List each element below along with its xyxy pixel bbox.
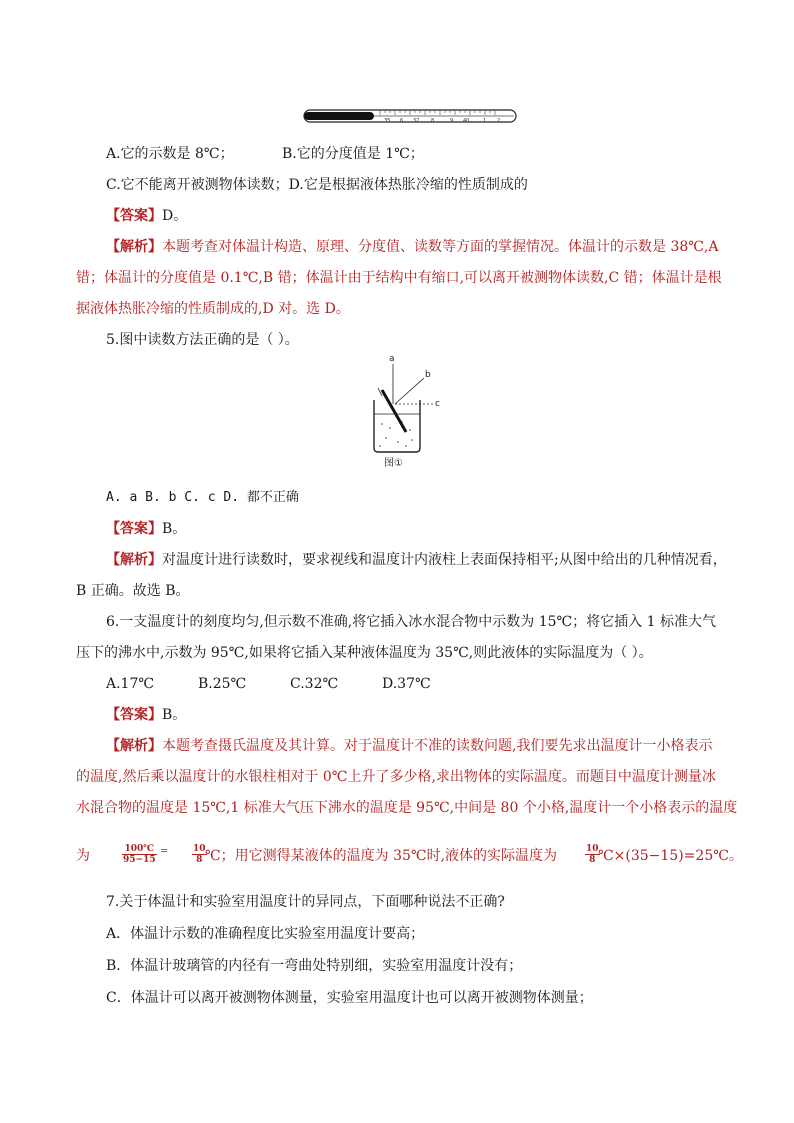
fraction-100-over-80 [122,844,157,865]
answer-value: B。 [162,707,187,723]
thermometer-bulb-stem [304,112,374,120]
analysis-text: 本题考查对体温计构造、原理、分度值、读数等方面的掌握情况。体温计的示数是 38℃,A [162,239,719,255]
analysis-label: 【解析】 [106,738,162,754]
thermometer-tick-label: 1 [483,118,487,124]
q6-analysis-result: ℃×(35−15)=25℃。 [598,848,743,864]
fraction-denominator: 95−15 [123,855,156,865]
thermometer-in-beaker [382,390,406,432]
q4-option-cd: C.它不能离开被测物体读数；D.它是根据液体热胀冷缩的性质制成的 [106,177,528,193]
thermometer-tick-label: 6 [400,118,404,124]
thermometer-tick-label: 35 [384,118,391,124]
view-label-a: a [389,354,395,364]
view-label-c: c [435,399,440,409]
q6-analysis-prefix: 为 [76,848,90,864]
view-label-b: b [425,370,431,380]
fraction-numerator: 10 [586,844,599,854]
figure-caption: 图① [384,458,403,469]
q5-question: 5.图中读数方法正确的是（ ）。 [106,332,299,348]
thermometer-tick-label: 9 [450,118,454,124]
thermometer-tick-label: 8 [431,118,435,124]
analysis-text: 本题考查摄氏温度及其计算。对于温度计不准的读数问题,我们要先求出温度计一小格表示 [162,738,713,754]
q4-answer [106,206,187,226]
q7-option-a: A．体温计示数的准确程度比实验室用温度计要高； [106,926,425,942]
q7-option-b: B．体温计玻璃管的内径有一弯曲处特别细，实验室用温度计没有； [106,958,523,974]
equals-sign: = [160,846,169,857]
q7-option-c: C．体温计可以离开被测物体测量，实验室用温度计也可以离开被测物体测量； [106,990,593,1006]
analysis-text: 对温度计进行读数时，要求视线和温度计内液柱上表面保持相平;从图中给出的几种情况看， [162,552,727,568]
q6-option-d: D.37℃ [382,676,431,692]
q4-analysis-line-2: 错；体温计的分度值是 0.1℃,B 错；体温计由于结构中有缩口,可以离开被测物体读数,C 错；体温计是根 [76,270,722,286]
analysis-label: 【解析】 [106,239,162,255]
q4-analysis-line-3: 据液体热胀冷缩的性质制成的,D 对。选 D。 [76,301,350,317]
q5-options: A. a B. b C. c D. 都不正确 [106,490,299,505]
thermometer-figure [300,107,520,127]
q6-question-line-1: 6.一支温度计的刻度均匀,但示数不准确,将它插入冰水混合物中示数为 15℃；将它插入 1 标准大气 [106,614,716,630]
thermometer-scale-ticks [380,110,495,115]
answer-value: D。 [162,208,188,224]
fraction-numerator: 10 [193,844,206,854]
answer-label: 【答案】 [106,707,162,723]
q5-analysis-line-2: B 正确。故选 B。 [76,583,190,599]
q6-answer [106,705,186,725]
q5-answer [106,519,186,539]
thermometer-tick-label: 37 [413,118,420,124]
thermometer-tick-label: 40 [463,118,470,124]
reading-method-figure [356,352,456,472]
q4-analysis-line-1 [106,237,718,257]
q6-option-a: A.17℃ [106,676,155,692]
q6-analysis-line-1 [106,736,712,756]
fraction-numerator: 100℃ [122,844,157,855]
answer-label: 【答案】 [106,208,162,224]
fraction-denominator: 8 [589,855,596,865]
q6-option-b: B.25℃ [198,676,247,692]
q5-analysis-line-1 [106,550,727,570]
beaker [374,400,420,452]
q7-question: 7.关于体温计和实验室用温度计的异同点，下面哪种说法不正确? [106,894,505,910]
q6-analysis-unit: ℃；用它测得某液体的温度为 35℃时,液体的实际温度为 [205,848,558,864]
q6-option-c: C.32℃ [290,676,339,692]
q6-question-line-2: 压下的沸水中,示数为 95℃,如果将它插入某种液体温度为 35℃,则此液体的实际温度为（ ）。 [76,645,653,661]
q6-analysis-line-3: 水混合物的温度是 15℃,1 标准大气压下沸水的温度是 95℃,中间是 80 个小格,温度计一个小格表示的温度 [76,800,738,816]
analysis-label: 【解析】 [106,552,162,568]
q6-analysis-line-2: 的温度,然后乘以温度计的水银柱相对于 0℃上升了多少格,求出物体的实际温度。而题目中温度计测量冰 [76,769,716,785]
q4-option-a: A.它的示数是 8℃； [106,146,234,162]
fraction-denominator: 8 [196,855,203,865]
answer-label: 【答案】 [106,521,162,537]
q4-option-b: B.它的分度值是 1℃； [282,146,424,162]
answer-value: B。 [162,521,187,537]
thermometer-tick-label: 2 [497,118,501,124]
